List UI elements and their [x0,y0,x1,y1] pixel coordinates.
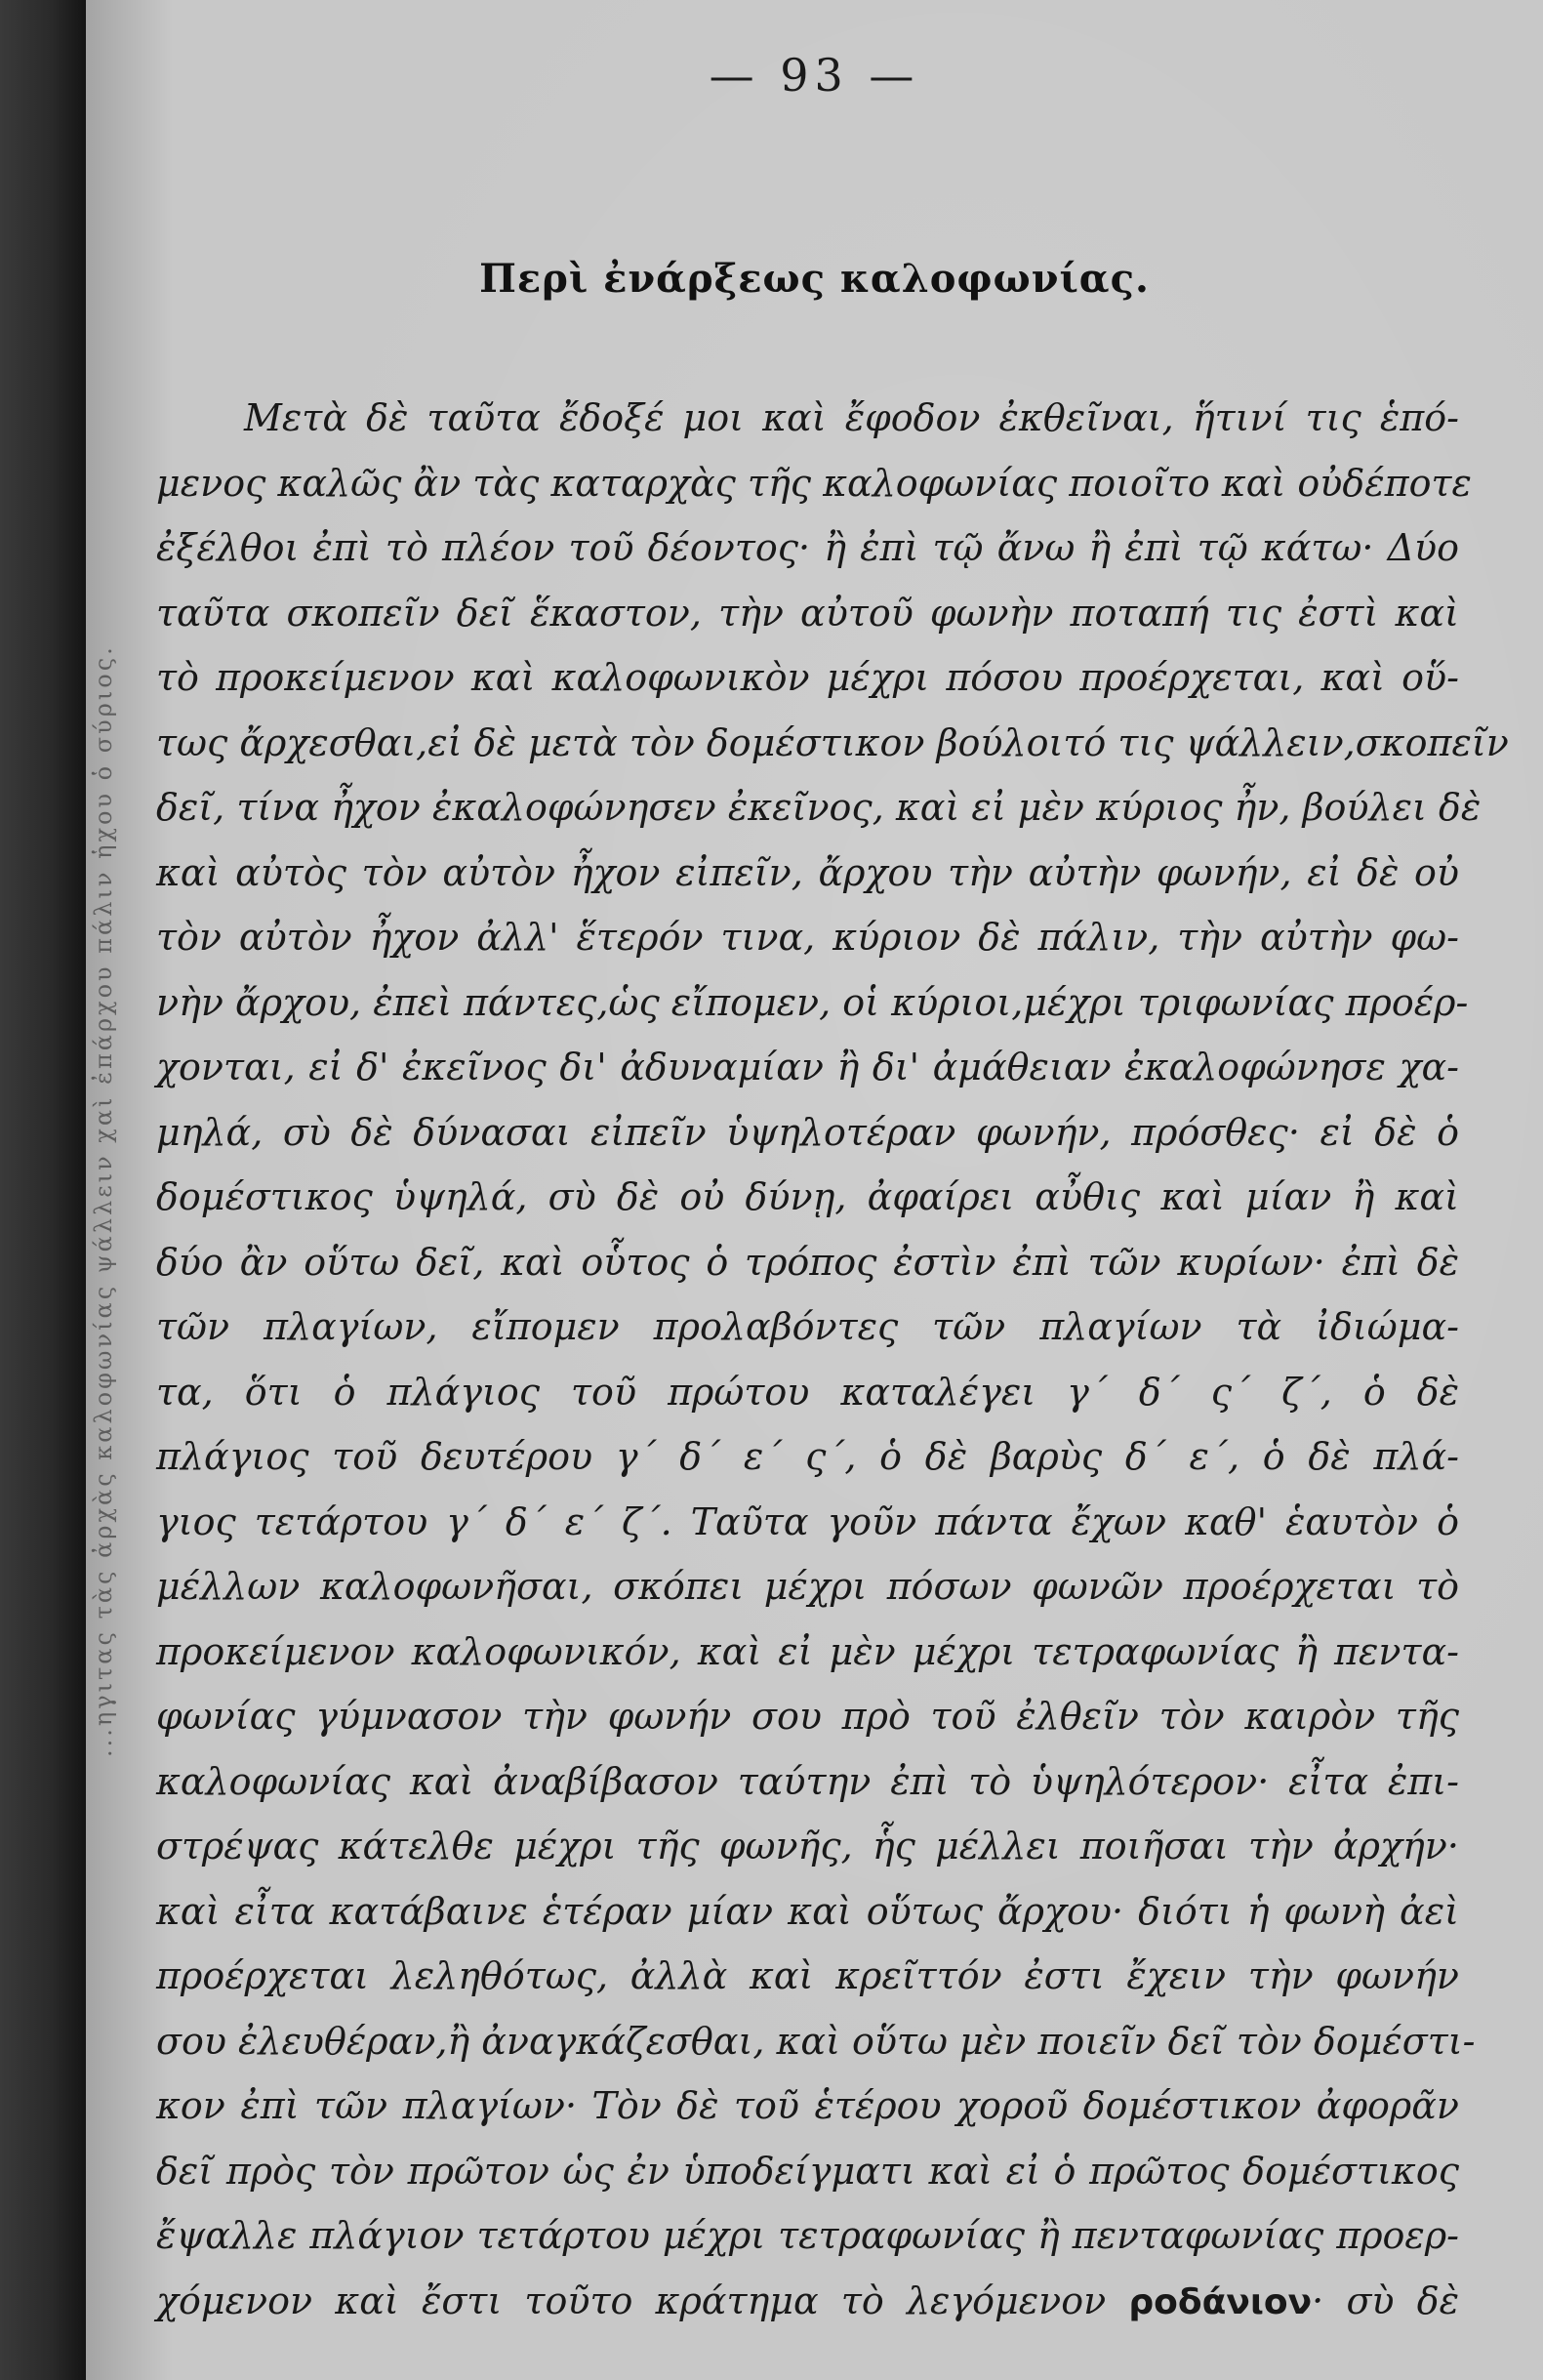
text-line: φωνίας γύμνασον τὴν φωνήν σου πρὸ τοῦ ἐλθεῖν τὸν καιρὸν τῆς [156,1695,1459,1738]
section-heading: Περὶ ἐνάρξεως καλοφωνίας. [479,256,1150,302]
page-number: — 93 — [709,49,920,102]
last-line-start: χόμενον καὶ ἔστι τοῦτο κράτημα τὸ λεγόμενον [156,2278,1107,2322]
book-page [86,0,1543,2380]
text-line: δομέστικος ὑψηλά, σὺ δὲ οὐ δύνῃ, ἀφαίρει αὖθις καὶ μίαν ἢ καὶ [156,1175,1459,1218]
text-line: δεῖ πρὸς τὸν πρῶτον ὡς ἐν ὑποδείγματι καὶ εἰ ὁ πρῶτος δομέστικος [156,2149,1459,2193]
text-line: ἐξέλθοι ἐπὶ τὸ πλέον τοῦ δέοντος· ἢ ἐπὶ τῷ ἄνω ἢ ἐπὶ τῷ κάτω· Δύο [156,526,1459,569]
text-line: καὶ εἶτα κατάβαινε ἑτέραν μίαν καὶ οὕτως ἄρχου· διότι ἡ φωνὴ ἀεὶ [156,1889,1459,1933]
text-line: προέρχεται λεληθότως, ἀλλὰ καὶ κρεῖττόν ἐστι ἔχειν τὴν φωνήν [156,1954,1459,1997]
text-line: δεῖ, τίνα ἦχον ἐκαλοφώνησεν ἐκεῖνος, καὶ εἰ μὲν κύριος ἦν, βούλει δὲ [156,786,1482,829]
text-line: κον ἐπὶ τῶν πλαγίων· Τὸν δὲ τοῦ ἑτέρου χοροῦ δομέστικον ἀφορᾶν [156,2084,1459,2127]
text-line: μηλά, σὺ δὲ δύνασαι εἰπεῖν ὑψηλοτέραν φωνήν, πρόσθες· εἰ δὲ ὁ [156,1110,1459,1154]
text-line: πλάγιος τοῦ δευτέρου γ΄ δ΄ ε΄ ς΄, ὁ δὲ βαρὺς δ΄ ε΄, ὁ δὲ πλά- [156,1435,1459,1478]
text-line: τὸ προκείμενον καὶ καλοφωνικὸν μέχρι πόσου προέρχεται, καὶ οὕ- [156,656,1459,699]
text-line: καλοφωνίας καὶ ἀναβίβασον ταύτην ἐπὶ τὸ ὑψηλότερον· εἶτα ἐπι- [156,1759,1459,1803]
book-spine-shadow [0,0,86,2380]
text-line: τως ἄρχεσθαι,εἰ δὲ μετὰ τὸν δομέστικον βούλοιτό τις ψάλλειν,σκοπεῖν [156,720,1509,764]
text-line: προκείμενον καλοφωνικόν, καὶ εἰ μὲν μέχρι τετραφωνίας ἢ πεντα- [156,1629,1459,1673]
bleed-through-text: ...ηγιτας τὰς ἀρχὰς καλοφωνίας ψάλλειν χαὶ ἐπάρχου πάλιν ἡχου ὁ σύριος. [90,644,117,1757]
text-line: Μετὰ δὲ ταῦτα ἔδοξέ μοι καὶ ἔφοδον ἐκθεῖναι, ἥτινί τις ἑπό- [244,396,1459,439]
text-line: χονται, εἰ δ' ἐκεῖνος δι' ἀδυναμίαν ἢ δι' ἀμάθειαν ἐκαλοφώνησε χα- [156,1046,1459,1088]
text-line: μενος καλῶς ἂν τὰς καταρχὰς τῆς καλοφωνίας ποιοῖτο καὶ οὐδέποτε [156,461,1472,505]
text-line: τὸν αὐτὸν ἦχον ἀλλ' ἕτερόν τινα, κύριον δὲ πάλιν, τὴν αὐτὴν φω- [156,916,1459,959]
last-line-end: · σὺ δὲ [1312,2278,1459,2322]
text-line: σου ἐλευθέραν,ἢ ἀναγκάζεσθαι, καὶ οὕτω μὲν ποιεῖν δεῖ τὸν δομέστι- [156,2019,1476,2063]
text-line: ἔψαλλε πλάγιον τετάρτου μέχρι τετραφωνίας ἢ πενταφωνίας προερ- [156,2214,1459,2257]
bold-term: ροδάνιον [1128,2281,1313,2322]
text-line: γιος τετάρτου γ΄ δ΄ ε΄ ζ΄. Ταῦτα γοῦν πάντα ἔχων καθ' ἑαυτὸν ὁ [156,1499,1459,1543]
text-line: καὶ αὐτὸς τὸν αὐτὸν ἦχον εἰπεῖν, ἄρχου τὴν αὐτὴν φωνήν, εἰ δὲ οὐ [156,850,1459,894]
text-line: τα, ὅτι ὁ πλάγιος τοῦ πρώτου καταλέγει γ΄ δ΄ ς΄ ζ΄, ὁ δὲ [156,1370,1459,1414]
text-line: τῶν πλαγίων, εἴπομεν προλαβόντες τῶν πλαγίων τὰ ἰδιώμα- [156,1305,1459,1348]
text-line: στρέψας κάτελθε μέχρι τῆς φωνῆς, ἧς μέλλει ποιῆσαι τὴν ἀρχήν· [156,1825,1459,1867]
text-line: μέλλων καλοφωνῆσαι, σκόπει μέχρι πόσων φωνῶν προέρχεται τὸ [156,1565,1459,1608]
text-line: δύο ἂν οὕτω δεῖ, καὶ οὗτος ὁ τρόπος ἐστὶν ἐπὶ τῶν κυρίων· ἐπὶ δὲ [156,1240,1459,1284]
text-line: νὴν ἄρχου, ἐπεὶ πάντες,ὡς εἴπομεν, οἱ κύριοι,μέχρι τριφωνίας προέρ- [156,980,1469,1024]
text-line: ταῦτα σκοπεῖν δεῖ ἕκαστον, τὴν αὐτοῦ φωνὴν ποταπή τις ἐστὶ καὶ [156,591,1459,635]
body-text [156,386,1509,2333]
text-line-last [156,2269,1459,2334]
